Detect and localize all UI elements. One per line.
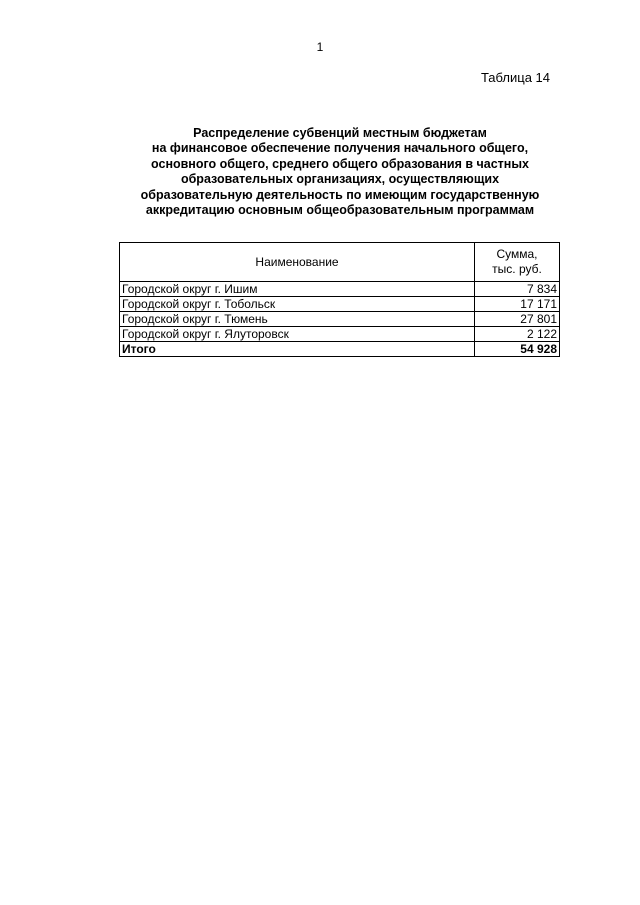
total-row (120, 342, 560, 357)
row-name: Городской округ г. Тюмень (120, 312, 475, 327)
row-name: Городской округ г. Ялуторовск (120, 327, 475, 342)
title-line: на финансовое обеспечение получения начального общего, (151, 141, 529, 156)
header-sum (475, 243, 560, 282)
row-name: Городской округ г. Ишим (120, 282, 475, 297)
row-sum: 2 122 (475, 327, 560, 342)
subvention-table (119, 242, 560, 357)
row-sum: 7 834 (475, 282, 560, 297)
document-title (100, 126, 580, 218)
row-sum: 17 171 (475, 297, 560, 312)
title-line: Распределение субвенций местным бюджетам (193, 126, 487, 140)
table-row (120, 312, 560, 327)
table-row (120, 297, 560, 312)
page-number: 1 (316, 40, 324, 54)
header-sum-line1: Сумма, (496, 247, 538, 261)
title-line: образовательную деятельность по имеющим государственную (140, 187, 540, 202)
table-label: Таблица 14 (480, 70, 550, 85)
title-line: аккредитацию основным общеобразовательным программам (145, 203, 535, 218)
table-row (120, 327, 560, 342)
title-line: основного общего, среднего общего образования в частных (151, 156, 529, 171)
table-row (120, 282, 560, 297)
header-name: Наименование (120, 243, 475, 282)
row-name: Городской округ г. Тобольск (120, 297, 475, 312)
title-line: образовательных организациях, осуществляющих (180, 172, 500, 187)
row-sum: 27 801 (475, 312, 560, 327)
total-name: Итого (120, 342, 475, 357)
total-sum: 54 928 (475, 342, 560, 357)
header-sum-line2: тыс. руб. (492, 262, 542, 276)
table-header-row (120, 243, 560, 282)
